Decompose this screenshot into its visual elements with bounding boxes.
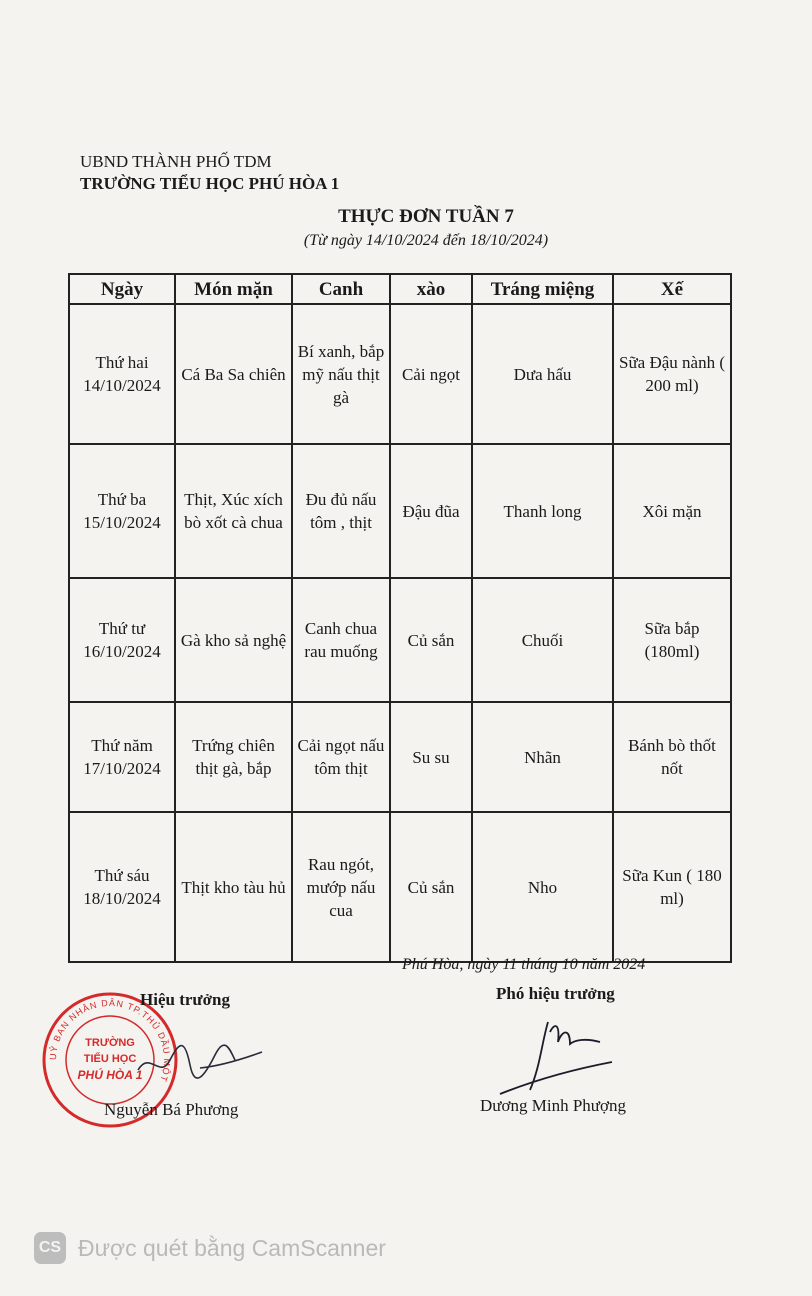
day-cell: Thứ sáu 18/10/2024 [69, 812, 175, 962]
stamp-line-3: PHÚ HÒA 1 [77, 1068, 143, 1082]
stir-fry-cell: Cải ngọt [390, 304, 472, 444]
camscanner-text: Được quét bằng CamScanner [78, 1234, 386, 1261]
stamp-ring-text: UỶ BAN NHÂN DÂN TP.THỦ DẦU MỘT [47, 997, 173, 1084]
dessert-cell: Thanh long [472, 444, 613, 578]
vice-principal-name: Dương Minh Phượng [480, 1096, 626, 1115]
table-row [69, 304, 731, 444]
snack-cell: Sữa bắp (180ml) [613, 578, 731, 702]
header-day: Ngày [69, 274, 175, 304]
stir-fry-cell: Su su [390, 702, 472, 812]
soup-cell: Rau ngót, mướp nấu cua [292, 812, 390, 962]
main-dish-cell: Thịt, Xúc xích bò xốt cà chua [175, 444, 292, 578]
main-dish-cell: Thịt kho tàu hủ [175, 812, 292, 962]
stir-fry-cell: Củ sắn [390, 578, 472, 702]
dessert-cell: Nho [472, 812, 613, 962]
header-dessert: Tráng miệng [472, 274, 613, 304]
camscanner-watermark [34, 1232, 386, 1264]
weekly-menu-table [68, 273, 732, 963]
table-row [69, 578, 731, 702]
soup-cell: Đu đủ nấu tôm , thịt [292, 444, 390, 578]
dessert-cell: Nhãn [472, 702, 613, 812]
soup-cell: Bí xanh, bắp mỹ nấu thịt gà [292, 304, 390, 444]
date-range: (Từ ngày 14/10/2024 đến 18/10/2024) [303, 232, 549, 249]
stir-fry-cell: Đậu đũa [390, 444, 472, 578]
table-header-row [69, 274, 731, 304]
main-dish-cell: Trứng chiên thịt gà, bắp [175, 702, 292, 812]
dessert-cell: Dưa hấu [472, 304, 613, 444]
main-dish-cell: Cá Ba Sa chiên [175, 304, 292, 444]
vice-principal-title: Phó hiệu trưởng [496, 984, 615, 1003]
day-cell: Thứ năm 17/10/2024 [69, 702, 175, 812]
stamp-line-1: TRƯỜNG [85, 1037, 135, 1049]
table-row [69, 702, 731, 812]
authority-name: UBND THÀNH PHỐ TDM [80, 152, 272, 171]
school-name: TRƯỜNG TIỂU HỌC PHÚ HÒA 1 [80, 174, 340, 193]
table-row [69, 812, 731, 962]
header-main-dish: Món mặn [175, 274, 292, 304]
vice-principal-signature [480, 1012, 620, 1102]
place-and-date: Phú Hòa, ngày 11 tháng 10 năm 2024 [402, 956, 646, 973]
stir-fry-cell: Củ sắn [390, 812, 472, 962]
day-cell: Thứ hai 14/10/2024 [69, 304, 175, 444]
soup-cell: Canh chua rau muống [292, 578, 390, 702]
principal-name: Nguyễn Bá Phương [104, 1100, 239, 1119]
snack-cell: Sữa Đậu nành ( 200 ml) [613, 304, 731, 444]
snack-cell: Sữa Kun ( 180 ml) [613, 812, 731, 962]
dessert-cell: Chuối [472, 578, 613, 702]
camscanner-icon: CS [34, 1232, 66, 1264]
principal-signature [130, 1030, 270, 1090]
header-soup: Canh [292, 274, 390, 304]
menu-title: THỰC ĐƠN TUẦN 7 [338, 206, 514, 227]
snack-cell: Bánh bò thốt nốt [613, 702, 731, 812]
day-cell: Thứ tư 16/10/2024 [69, 578, 175, 702]
day-cell: Thứ ba 15/10/2024 [69, 444, 175, 578]
header-snack: Xế [613, 274, 731, 304]
stamp-line-2: TIỂU HỌC [83, 1053, 137, 1065]
snack-cell: Xôi mặn [613, 444, 731, 578]
table-row [69, 444, 731, 578]
main-dish-cell: Gà kho sả nghệ [175, 578, 292, 702]
header-stir-fry: xào [390, 274, 472, 304]
principal-title: Hiệu trưởng [140, 990, 230, 1009]
soup-cell: Cải ngọt nấu tôm thịt [292, 702, 390, 812]
